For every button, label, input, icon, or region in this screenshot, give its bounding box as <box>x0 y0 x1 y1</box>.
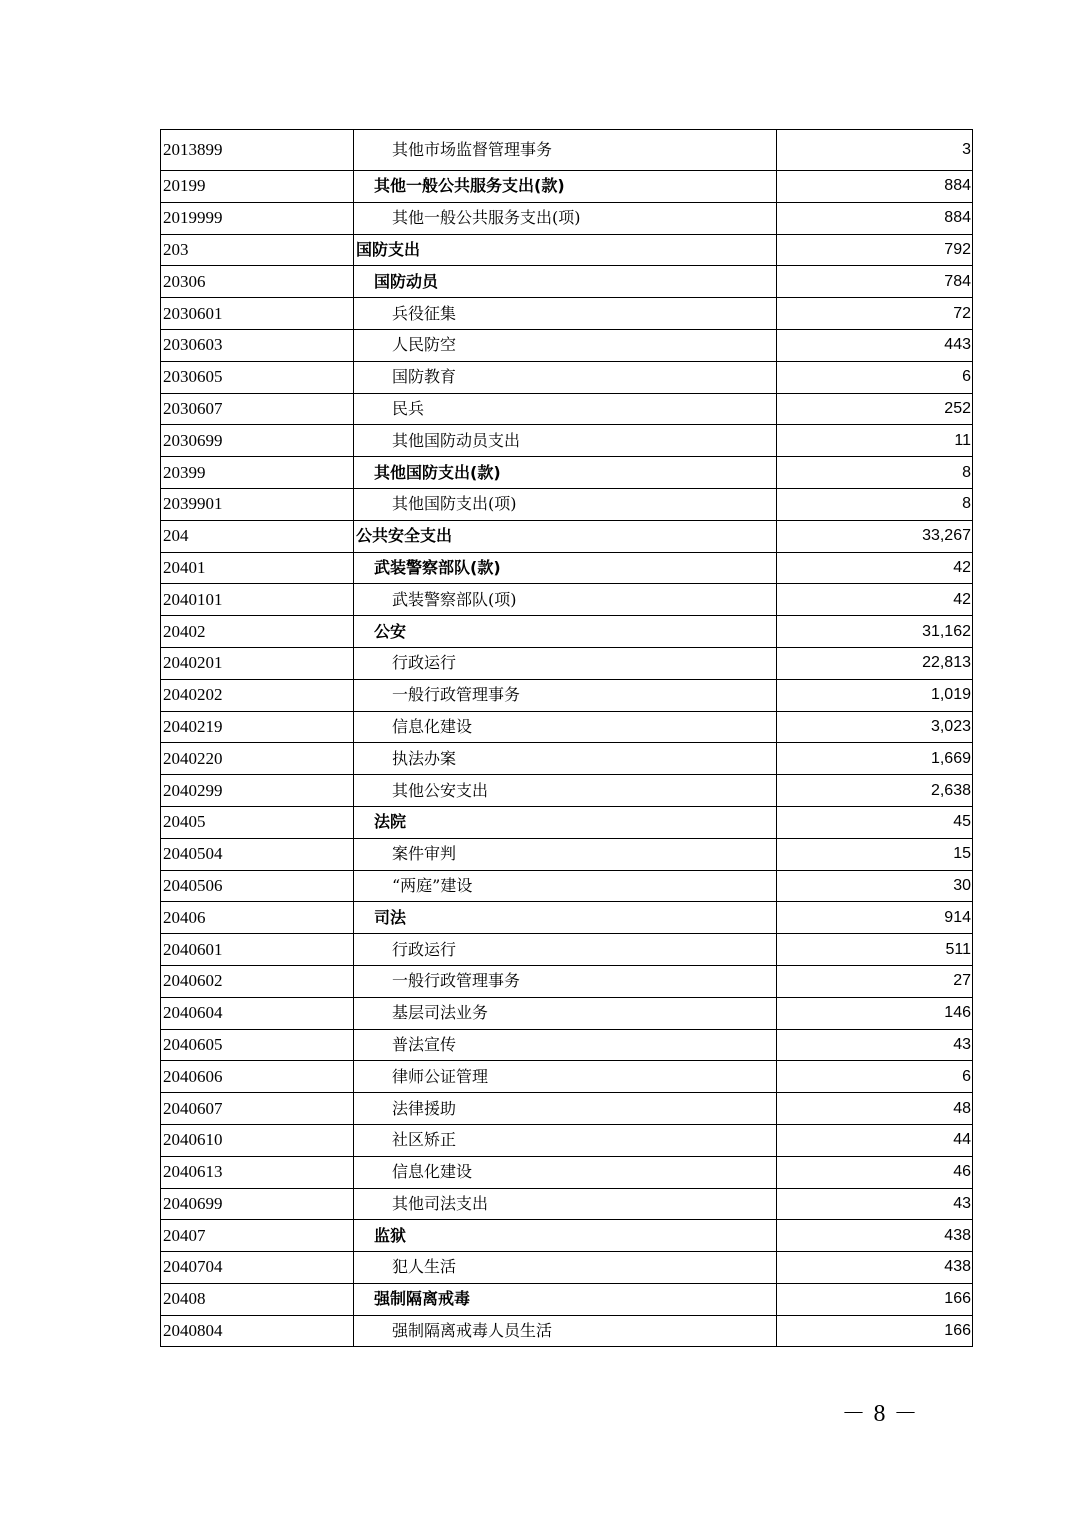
table-row <box>161 1283 973 1315</box>
row-amount: 48 <box>777 1093 973 1125</box>
table-row <box>161 1093 973 1125</box>
row-code: 20199 <box>161 171 354 203</box>
row-name: 司法 <box>354 902 777 934</box>
table-row <box>161 171 973 203</box>
row-name: 信息化建设 <box>354 1156 777 1188</box>
row-name: 其他司法支出 <box>354 1188 777 1220</box>
row-name: 执法办案 <box>354 743 777 775</box>
row-code: 20406 <box>161 902 354 934</box>
row-code: 2040606 <box>161 1061 354 1093</box>
table-row <box>161 1188 973 1220</box>
row-code: 2019999 <box>161 202 354 234</box>
table-row <box>161 1220 973 1252</box>
row-code: 204 <box>161 520 354 552</box>
row-amount: 45 <box>777 806 973 838</box>
row-code: 20401 <box>161 552 354 584</box>
row-amount: 15 <box>777 838 973 870</box>
page-number: － 8 － <box>841 1401 919 1427</box>
row-amount: 72 <box>777 298 973 330</box>
table-row <box>161 965 973 997</box>
row-code: 2039901 <box>161 488 354 520</box>
row-amount: 884 <box>777 171 973 203</box>
table-row <box>161 130 973 171</box>
budget-table <box>160 129 973 1347</box>
row-name: 法院 <box>354 806 777 838</box>
row-amount: 42 <box>777 552 973 584</box>
row-amount: 252 <box>777 393 973 425</box>
table-row <box>161 775 973 807</box>
row-code: 2030607 <box>161 393 354 425</box>
row-amount: 914 <box>777 902 973 934</box>
row-amount: 1,019 <box>777 679 973 711</box>
row-name: 其他国防动员支出 <box>354 425 777 457</box>
row-code: 2040804 <box>161 1315 354 1347</box>
row-amount: 1,669 <box>777 743 973 775</box>
row-amount: 6 <box>777 1061 973 1093</box>
table-row <box>161 647 973 679</box>
row-name: 信息化建设 <box>354 711 777 743</box>
row-name: 民兵 <box>354 393 777 425</box>
row-code: 2030603 <box>161 329 354 361</box>
row-name: 律师公证管理 <box>354 1061 777 1093</box>
row-amount: 46 <box>777 1156 973 1188</box>
row-amount: 3 <box>777 130 973 171</box>
row-name: 行政运行 <box>354 934 777 966</box>
row-amount: 33,267 <box>777 520 973 552</box>
table-row <box>161 902 973 934</box>
row-name: 兵役征集 <box>354 298 777 330</box>
row-code: 2040605 <box>161 1029 354 1061</box>
row-code: 2040613 <box>161 1156 354 1188</box>
row-name: 其他一般公共服务支出(款) <box>354 171 777 203</box>
table-row <box>161 234 973 266</box>
row-name: 犯人生活 <box>354 1252 777 1284</box>
row-code: 2030601 <box>161 298 354 330</box>
row-code: 20408 <box>161 1283 354 1315</box>
row-code: 2040504 <box>161 838 354 870</box>
table-row <box>161 361 973 393</box>
row-name: 其他公安支出 <box>354 775 777 807</box>
row-amount: 438 <box>777 1220 973 1252</box>
table-row <box>161 425 973 457</box>
row-code: 20399 <box>161 457 354 489</box>
row-amount: 784 <box>777 266 973 298</box>
row-code: 20402 <box>161 616 354 648</box>
row-code: 2040202 <box>161 679 354 711</box>
table-row <box>161 393 973 425</box>
table-row <box>161 616 973 648</box>
table-row <box>161 1156 973 1188</box>
row-name: 一般行政管理事务 <box>354 965 777 997</box>
row-code: 2040601 <box>161 934 354 966</box>
row-amount: 166 <box>777 1283 973 1315</box>
row-amount: 166 <box>777 1315 973 1347</box>
row-amount: 443 <box>777 329 973 361</box>
row-name: 武装警察部队(项) <box>354 584 777 616</box>
row-code: 203 <box>161 234 354 266</box>
row-amount: 2,638 <box>777 775 973 807</box>
row-code: 2040604 <box>161 997 354 1029</box>
row-code: 2040219 <box>161 711 354 743</box>
row-name: 其他国防支出(项) <box>354 488 777 520</box>
table-row <box>161 838 973 870</box>
row-name: 法律援助 <box>354 1093 777 1125</box>
row-amount: 511 <box>777 934 973 966</box>
row-name: 监狱 <box>354 1220 777 1252</box>
row-amount: 884 <box>777 202 973 234</box>
row-name: 行政运行 <box>354 647 777 679</box>
row-name: 普法宣传 <box>354 1029 777 1061</box>
table-row <box>161 298 973 330</box>
row-code: 2013899 <box>161 130 354 171</box>
row-name: 其他市场监督管理事务 <box>354 130 777 171</box>
row-name: 国防动员 <box>354 266 777 298</box>
table-row <box>161 520 973 552</box>
row-amount: 42 <box>777 584 973 616</box>
row-code: 2040610 <box>161 1124 354 1156</box>
table-row <box>161 1315 973 1347</box>
table-row <box>161 457 973 489</box>
table-row <box>161 934 973 966</box>
row-name: 国防支出 <box>354 234 777 266</box>
table-row <box>161 1029 973 1061</box>
row-code: 2030699 <box>161 425 354 457</box>
table-row <box>161 806 973 838</box>
row-code: 2040704 <box>161 1252 354 1284</box>
table-row <box>161 711 973 743</box>
table-row <box>161 1252 973 1284</box>
table-row <box>161 679 973 711</box>
table-row <box>161 1124 973 1156</box>
row-name: 基层司法业务 <box>354 997 777 1029</box>
row-amount: 43 <box>777 1029 973 1061</box>
row-name: 公安 <box>354 616 777 648</box>
row-amount: 792 <box>777 234 973 266</box>
table-row <box>161 870 973 902</box>
row-code: 20407 <box>161 1220 354 1252</box>
row-amount: 31,162 <box>777 616 973 648</box>
row-code: 2040602 <box>161 965 354 997</box>
row-code: 2040220 <box>161 743 354 775</box>
row-amount: 146 <box>777 997 973 1029</box>
table-row <box>161 552 973 584</box>
row-amount: 11 <box>777 425 973 457</box>
row-name: 强制隔离戒毒人员生活 <box>354 1315 777 1347</box>
table-row <box>161 488 973 520</box>
table-row <box>161 584 973 616</box>
row-name: 人民防空 <box>354 329 777 361</box>
row-amount: 8 <box>777 488 973 520</box>
table-row <box>161 202 973 234</box>
row-amount: 27 <box>777 965 973 997</box>
table-row <box>161 997 973 1029</box>
row-amount: 3,023 <box>777 711 973 743</box>
table-row <box>161 1061 973 1093</box>
row-amount: 44 <box>777 1124 973 1156</box>
row-name: “两庭”建设 <box>354 870 777 902</box>
row-code: 2040699 <box>161 1188 354 1220</box>
table-row <box>161 266 973 298</box>
row-name: 公共安全支出 <box>354 520 777 552</box>
row-name: 案件审判 <box>354 838 777 870</box>
row-amount: 6 <box>777 361 973 393</box>
row-amount: 438 <box>777 1252 973 1284</box>
row-name: 其他一般公共服务支出(项) <box>354 202 777 234</box>
row-code: 2040101 <box>161 584 354 616</box>
row-amount: 22,813 <box>777 647 973 679</box>
row-name: 强制隔离戒毒 <box>354 1283 777 1315</box>
row-code: 20306 <box>161 266 354 298</box>
row-code: 2040201 <box>161 647 354 679</box>
row-name: 一般行政管理事务 <box>354 679 777 711</box>
row-name: 社区矫正 <box>354 1124 777 1156</box>
row-name: 国防教育 <box>354 361 777 393</box>
row-amount: 43 <box>777 1188 973 1220</box>
budget-table-body <box>161 130 973 1347</box>
row-name: 其他国防支出(款) <box>354 457 777 489</box>
row-code: 2040299 <box>161 775 354 807</box>
table-row <box>161 743 973 775</box>
row-name: 武装警察部队(款) <box>354 552 777 584</box>
row-code: 20405 <box>161 806 354 838</box>
row-code: 2040607 <box>161 1093 354 1125</box>
table-row <box>161 329 973 361</box>
row-code: 2040506 <box>161 870 354 902</box>
row-amount: 30 <box>777 870 973 902</box>
row-code: 2030605 <box>161 361 354 393</box>
row-amount: 8 <box>777 457 973 489</box>
